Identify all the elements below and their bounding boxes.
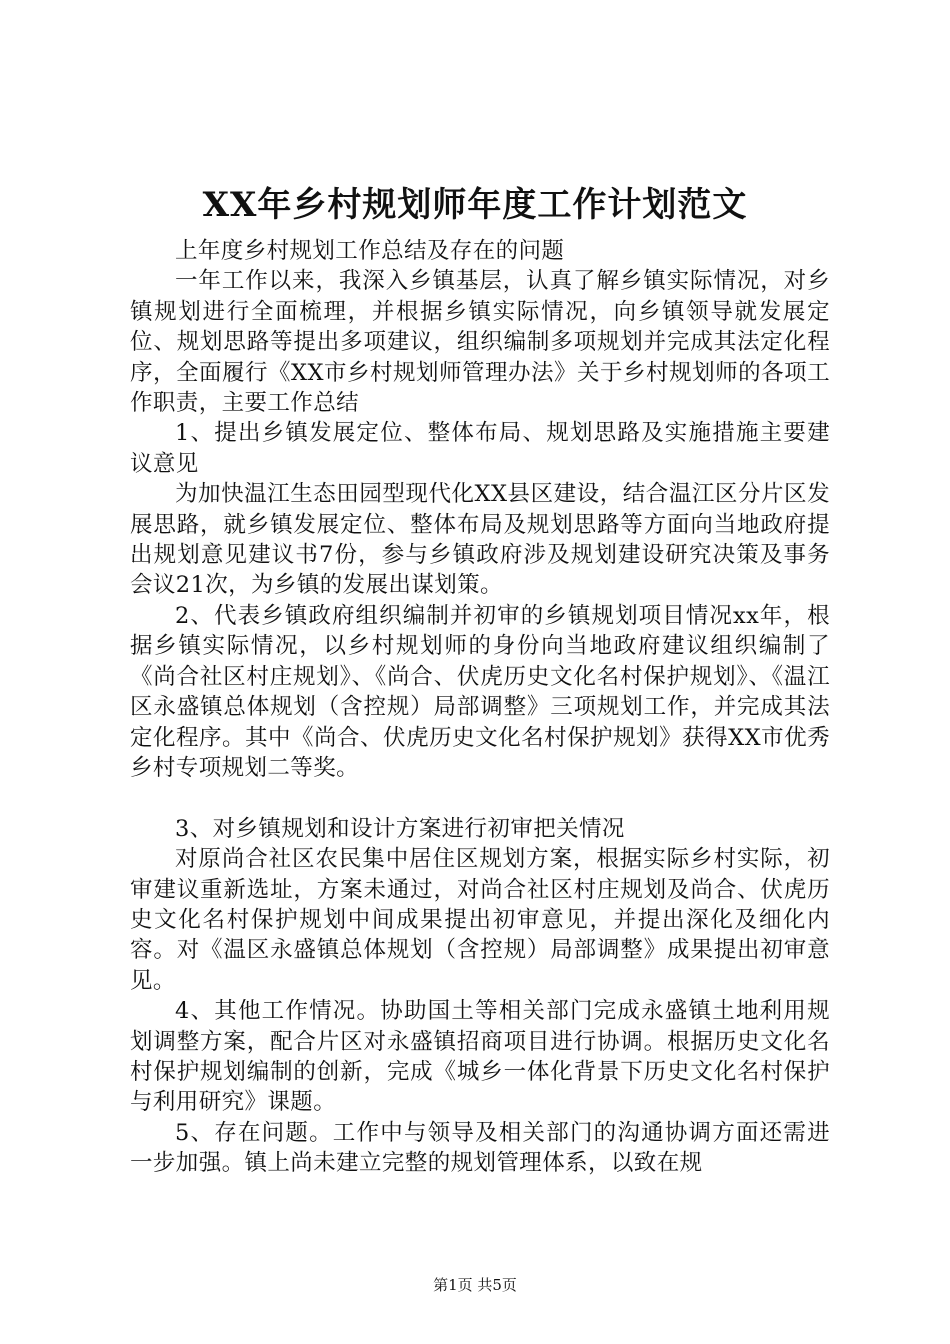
item-5-body: 5、存在问题。工作中与领导及相关部门的沟通协调方面还需进一步加强。镇上尚未建立完整的规划管理体系，以致在规 <box>130 1119 830 1177</box>
item-3-heading: 3、对乡镇规划和设计方案进行初审把关情况 <box>175 815 625 842</box>
paragraph-overview: 一年工作以来，我深入乡镇基层，认真了解乡镇实际情况，对乡镇规划进行全面梳理，并根据乡镇实际情况，向乡镇领导就发展定位、规划思路等提出多项建议，组织编制多项规划并完成其法定化程序，全面履行《XX市乡村规划师管理办法》关于乡村规划师的各项工作职责，主要工作总结 <box>130 268 830 417</box>
document-title: XX年乡村规划师年度工作计划范文 <box>202 185 748 225</box>
item-2-body: 2、代表乡镇政府组织编制并初审的乡镇规划项目情况xx年，根据乡镇实际情况，以乡村规划师的身份向当地政府建议组织编制了《尚合社区村庄规划》、《尚合、伏虎历史文化名村保护规划》、《温江区永盛镇总体规划（含控规）局部调整》三项规划工作，并完成其法定化程序。其中《尚合、伏虎历史文化名村保护规划》获得XX市优秀乡村专项规划二等奖。 <box>130 602 830 781</box>
section-heading-summary: 上年度乡村规划工作总结及存在的问题 <box>175 238 565 264</box>
item-1-body: 为加快温江生态田园型现代化XX县区建设，结合温江区分片区发展思路，就乡镇发展定位、整体布局及规划思路等方面向当地政府提出规划意见建议书7份，参与乡镇政府涉及规划建设研究决策及事务会议21次，为乡镇的发展出谋划策。 <box>130 481 830 599</box>
item-1-heading: 1、提出乡镇发展定位、整体布局、规划思路及实施措施主要建议意见 <box>130 420 830 477</box>
item-3-body: 对原尚合社区农民集中居住区规划方案，根据实际乡村实际，初审建议重新选址，方案未通过，对尚合社区村庄规划及尚合、伏虎历史文化名村保护规划中间成果提出初审意见，并提出深化及细化内容。对《温区永盛镇总体规划（含控规）局部调整》成果提出初审意见。 <box>130 846 830 994</box>
document-body <box>130 236 830 1179</box>
item-4-body: 4、其他工作情况。协助国土等相关部门完成永盛镇土地利用规划调整方案，配合片区对永盛镇招商项目进行协调。根据历史文化名村保护规划编制的创新，完成《城乡一体化背景下历史文化名村保护与利用研究》课题。 <box>130 998 830 1116</box>
page-number-footer: 第1页 共5页 <box>433 1276 517 1294</box>
